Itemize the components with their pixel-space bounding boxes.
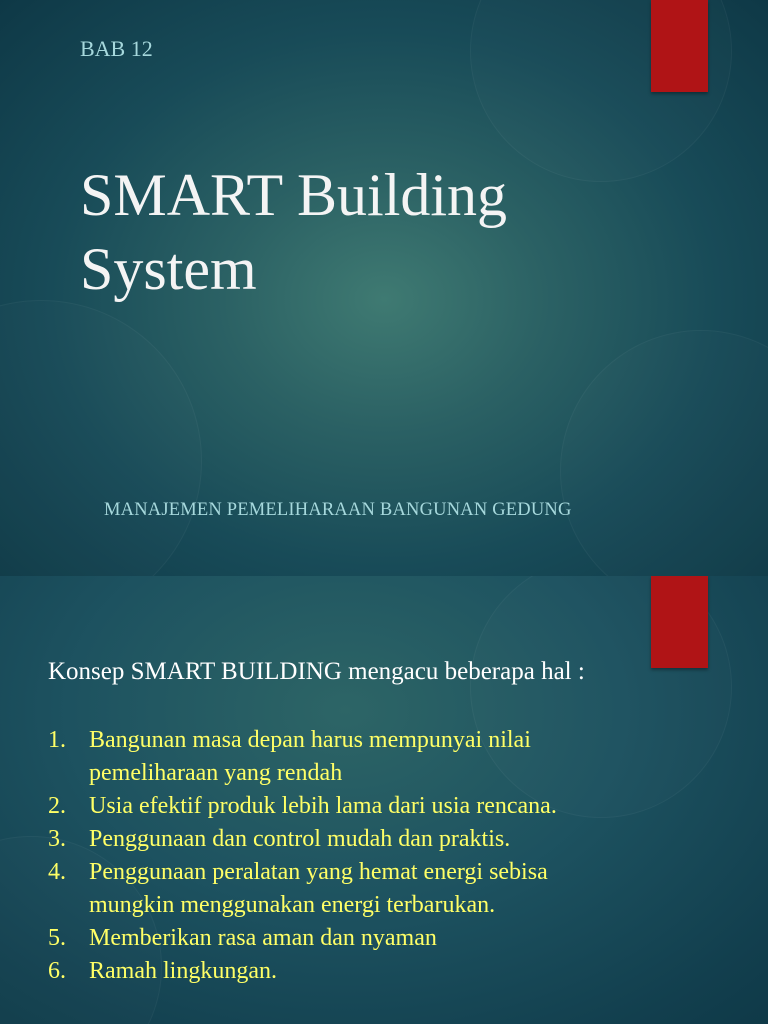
concept-list: [48, 724, 688, 988]
list-item-line: Usia efektif produk lebih lama dari usia rencana.: [89, 793, 557, 819]
list-item: [48, 790, 688, 823]
list-item-line: mungkin menggunakan energi terbarukan.: [89, 892, 496, 918]
list-item-line: Memberikan rasa aman dan nyaman: [89, 925, 437, 951]
list-number: 2.: [48, 793, 66, 819]
slide-subtitle: MANAJEMEN PEMELIHARAAN BANGUNAN GEDUNG: [104, 500, 572, 520]
list-number: 4.: [48, 859, 66, 885]
title-line-2: System: [80, 236, 257, 302]
title-line-1: SMART Building: [80, 162, 508, 228]
list-number: 1.: [48, 727, 66, 753]
list-item-line: Penggunaan dan control mudah dan praktis.: [89, 826, 511, 852]
list-item-line: Penggunaan peralatan yang hemat energi sebisa: [89, 859, 548, 885]
intro-text: Konsep SMART BUILDING mengacu beberapa hal :: [48, 658, 585, 685]
list-item: [48, 823, 688, 856]
chapter-label: BAB 12: [80, 36, 153, 61]
list-number: 3.: [48, 826, 66, 852]
red-accent-tab: [651, 576, 708, 668]
list-number: 5.: [48, 925, 66, 951]
red-accent-tab: [651, 0, 708, 92]
list-item: [48, 856, 688, 922]
list-item-line: Ramah lingkungan.: [89, 958, 277, 984]
list-item-line: pemeliharaan yang rendah: [89, 760, 343, 786]
slide-title: [80, 158, 640, 306]
list-item: [48, 724, 688, 790]
list-item: [48, 955, 688, 988]
content-slide: [0, 576, 768, 1024]
decorative-circle: [0, 300, 202, 576]
list-number: 6.: [48, 958, 66, 984]
list-item-line: Bangunan masa depan harus mempunyai nilai: [89, 727, 531, 753]
decorative-circle: [560, 330, 768, 576]
list-item: [48, 922, 688, 955]
